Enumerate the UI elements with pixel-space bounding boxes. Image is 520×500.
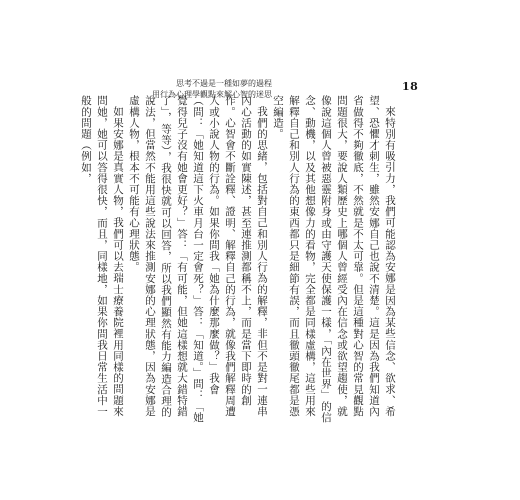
paragraph-2-text: 我們的思緒，包括對自己和別人行為的解釋，非但不是對一連串內心活動的如實陳述，甚至連推測都稱不上，而是當下即時的創作。心智會不斷詮釋、證明、解釋自己的行為，就像我們解釋周遭人或小說人物的行為。如果你問我「她為什麼那麼做？」我會（問：「她知道這下火車月台一定會死？」答：「知道。」問：「她覺得兒子沒有她會更好？」答：「有可能，但她這樣想就大錯特錯了」，等等），我很快就可以回答，所以我們顯然有能力編造合理的說法，但當然不能用這些說法來推測安娜的心理狀態，因為安娜是虛構人物，根本不可能有心理狀態。 <box>128 95 268 423</box>
vertical-text-body <box>80 95 398 425</box>
paragraph-1-text: 來特別有吸引力，我們可能認為安娜是因為某些信念、欲求、希望、恐懼才刺生，雖然安娜自己也說不清楚。這是因為我們知道內省做得不夠徹底，不然就是不太可靠。但是這種對心智的常見觀點問題很大，要說人類歷史上哪個人曾經受內在信念或欲望趨使，就像說這個人曾被惡靈附身或由守護天使保護一樣，「內在世界」的信念、動機，以及其他想像力的看物，完全都是同樣虛構，這些用來解釋自己和別人行為的東西都只是細節有誤，而且徹頭徹尾都是憑空編造。 <box>272 95 396 423</box>
page-number: 18 <box>402 80 419 93</box>
page-header <box>0 40 419 99</box>
running-head-line-2: 用行為心理學觀點來解心智的迷思 <box>152 90 272 99</box>
running-head-line-1: 思考不過是一種如夢的過程 <box>176 79 272 88</box>
paragraph-3-text: 如果安娜是真實人物，我們可以去瑞士療養院裡用同樣的問題來問她，她可以答得很快，而且，同樣地，如果你問我日常生活中一般的問題（例如， <box>80 95 124 417</box>
paragraph-1 <box>270 95 398 425</box>
paragraph-2 <box>126 95 270 425</box>
paragraph-3 <box>78 95 126 425</box>
